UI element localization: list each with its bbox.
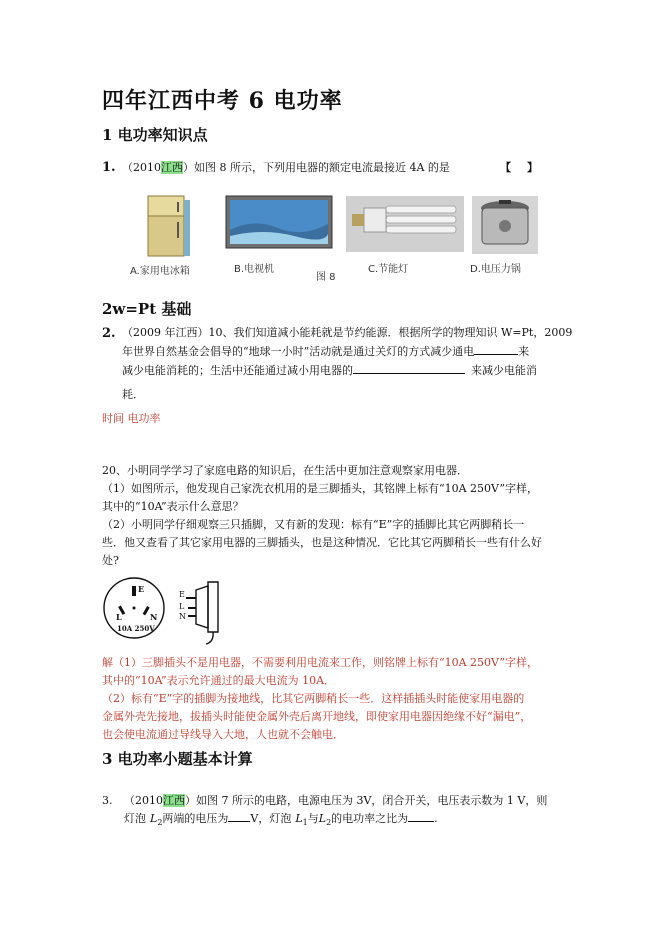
caption-a: A.家用电冰箱 (130, 266, 190, 277)
question-20-line-1: 20、小明同学学习了家庭电路的知识后，在生活中更加注意观察家用电器． (102, 464, 468, 477)
question-1-text: （2010江西）如图 8 所示，下列用电器的额定电流最接近 4A 的是 (122, 161, 450, 174)
question-3-line-2: 灯泡 $L_2$两端的电压为 V，灯泡 $L_1$与$L_2$的电功率之比为 . (124, 808, 438, 834)
socket-label-n: N (150, 612, 158, 622)
note-text: 时间 电功率 (102, 412, 161, 425)
answer-line-2: 其中的“10A”表示允许通过的最大电流为 10A． (102, 674, 336, 687)
socket-label-l: L (116, 612, 122, 622)
answer-line-4: 金属外壳先接地，拔插头时能使金属外壳后离开地线，即使家用电器因绝缘不好“漏电”， (102, 710, 532, 723)
figure-label: 图 8 (316, 272, 336, 283)
plug-label-e: E (179, 590, 185, 599)
answer-bracket: 【 】 (500, 161, 538, 174)
section-heading-1: 1 电功率知识点 (102, 126, 208, 144)
plug-label-n: N (179, 612, 186, 621)
answer-line-5: 也会使电流通过导线导入大地，人也就不会触电． (102, 728, 344, 741)
caption-c: C.节能灯 (368, 264, 409, 275)
question-3-number: 3. (102, 794, 113, 807)
answer-blank (474, 342, 518, 355)
question-20-line-4: （2）小明同学仔细观察三只插脚，又有新的发现：标有“E”字的插脚比其它两脚稍长一 (102, 518, 525, 531)
plug-label-l: L (179, 602, 185, 611)
socket-plug-diagram (100, 572, 228, 646)
socket-plug-figure (100, 572, 228, 646)
fridge-figure (128, 192, 220, 280)
answer-blank (408, 809, 434, 822)
answer-blank (228, 809, 250, 822)
section-heading-2: 2w=Pt 基础 (102, 300, 192, 318)
socket-label-e: E (138, 584, 145, 594)
socket-rating: 10A 250V (117, 624, 155, 633)
section-heading-3: 3 电功率小题基本计算 (102, 750, 253, 768)
question-20-line-3: 其中的“10A”表示什么意思？ (102, 500, 244, 513)
question-20-line-6: 处? (102, 554, 119, 567)
question-2-line-3: 减少电能消耗的；生活中还能通过减小用电器的 来减少电能消 (122, 360, 537, 382)
question-2-line-1: （2009 年江西）10、我们知道减小能耗就是节约能源．根据所学的物理知识 W=Pt，2009 (122, 326, 573, 339)
pressure-cooker-figure (470, 194, 540, 280)
question-2-line-2: 年世界自然基金会倡导的“地球一小时”活动就是通过关灯的方式减少通电 来 (122, 341, 529, 363)
question-20-line-2: （1）如图所示，他发现自己家洗衣机用的是三脚插头，其铭牌上标有“10A 250V”字样， (102, 482, 539, 495)
lamp-figure (346, 196, 464, 280)
region-highlight: 江西 (161, 161, 183, 174)
answer-blank (353, 361, 465, 374)
answer-line-1: 解（1）三脚插头不是用电器，不需要利用电流来工作，则铭牌上标有“10A 250V”字样， (102, 656, 539, 669)
question-3-line-1: （2010江西）如图 7 所示的电路，电源电压为 3V，闭合开关，电压表示数为 1 V，则 (124, 794, 548, 807)
caption-b: B.电视机 (234, 264, 275, 275)
question-20-line-5: 些．他又查看了其它家用电器的三脚插头，也是这种情况．它比其它两脚稍长一些有什么好 (102, 536, 542, 549)
region-highlight: 江西 (163, 794, 185, 807)
caption-d: D.电压力锅 (470, 264, 521, 275)
question-2-line-4: 耗． (122, 388, 144, 401)
question-1-number: 1. (102, 160, 116, 175)
question-2-number: 2. (102, 326, 116, 341)
page-title: 四年江西中考 6 电功率 (102, 88, 343, 114)
answer-line-3: （2）标有“E”字的插脚为接地线，比其它两脚稍长一些．这样插插头时能使家用电器的 (102, 692, 525, 705)
